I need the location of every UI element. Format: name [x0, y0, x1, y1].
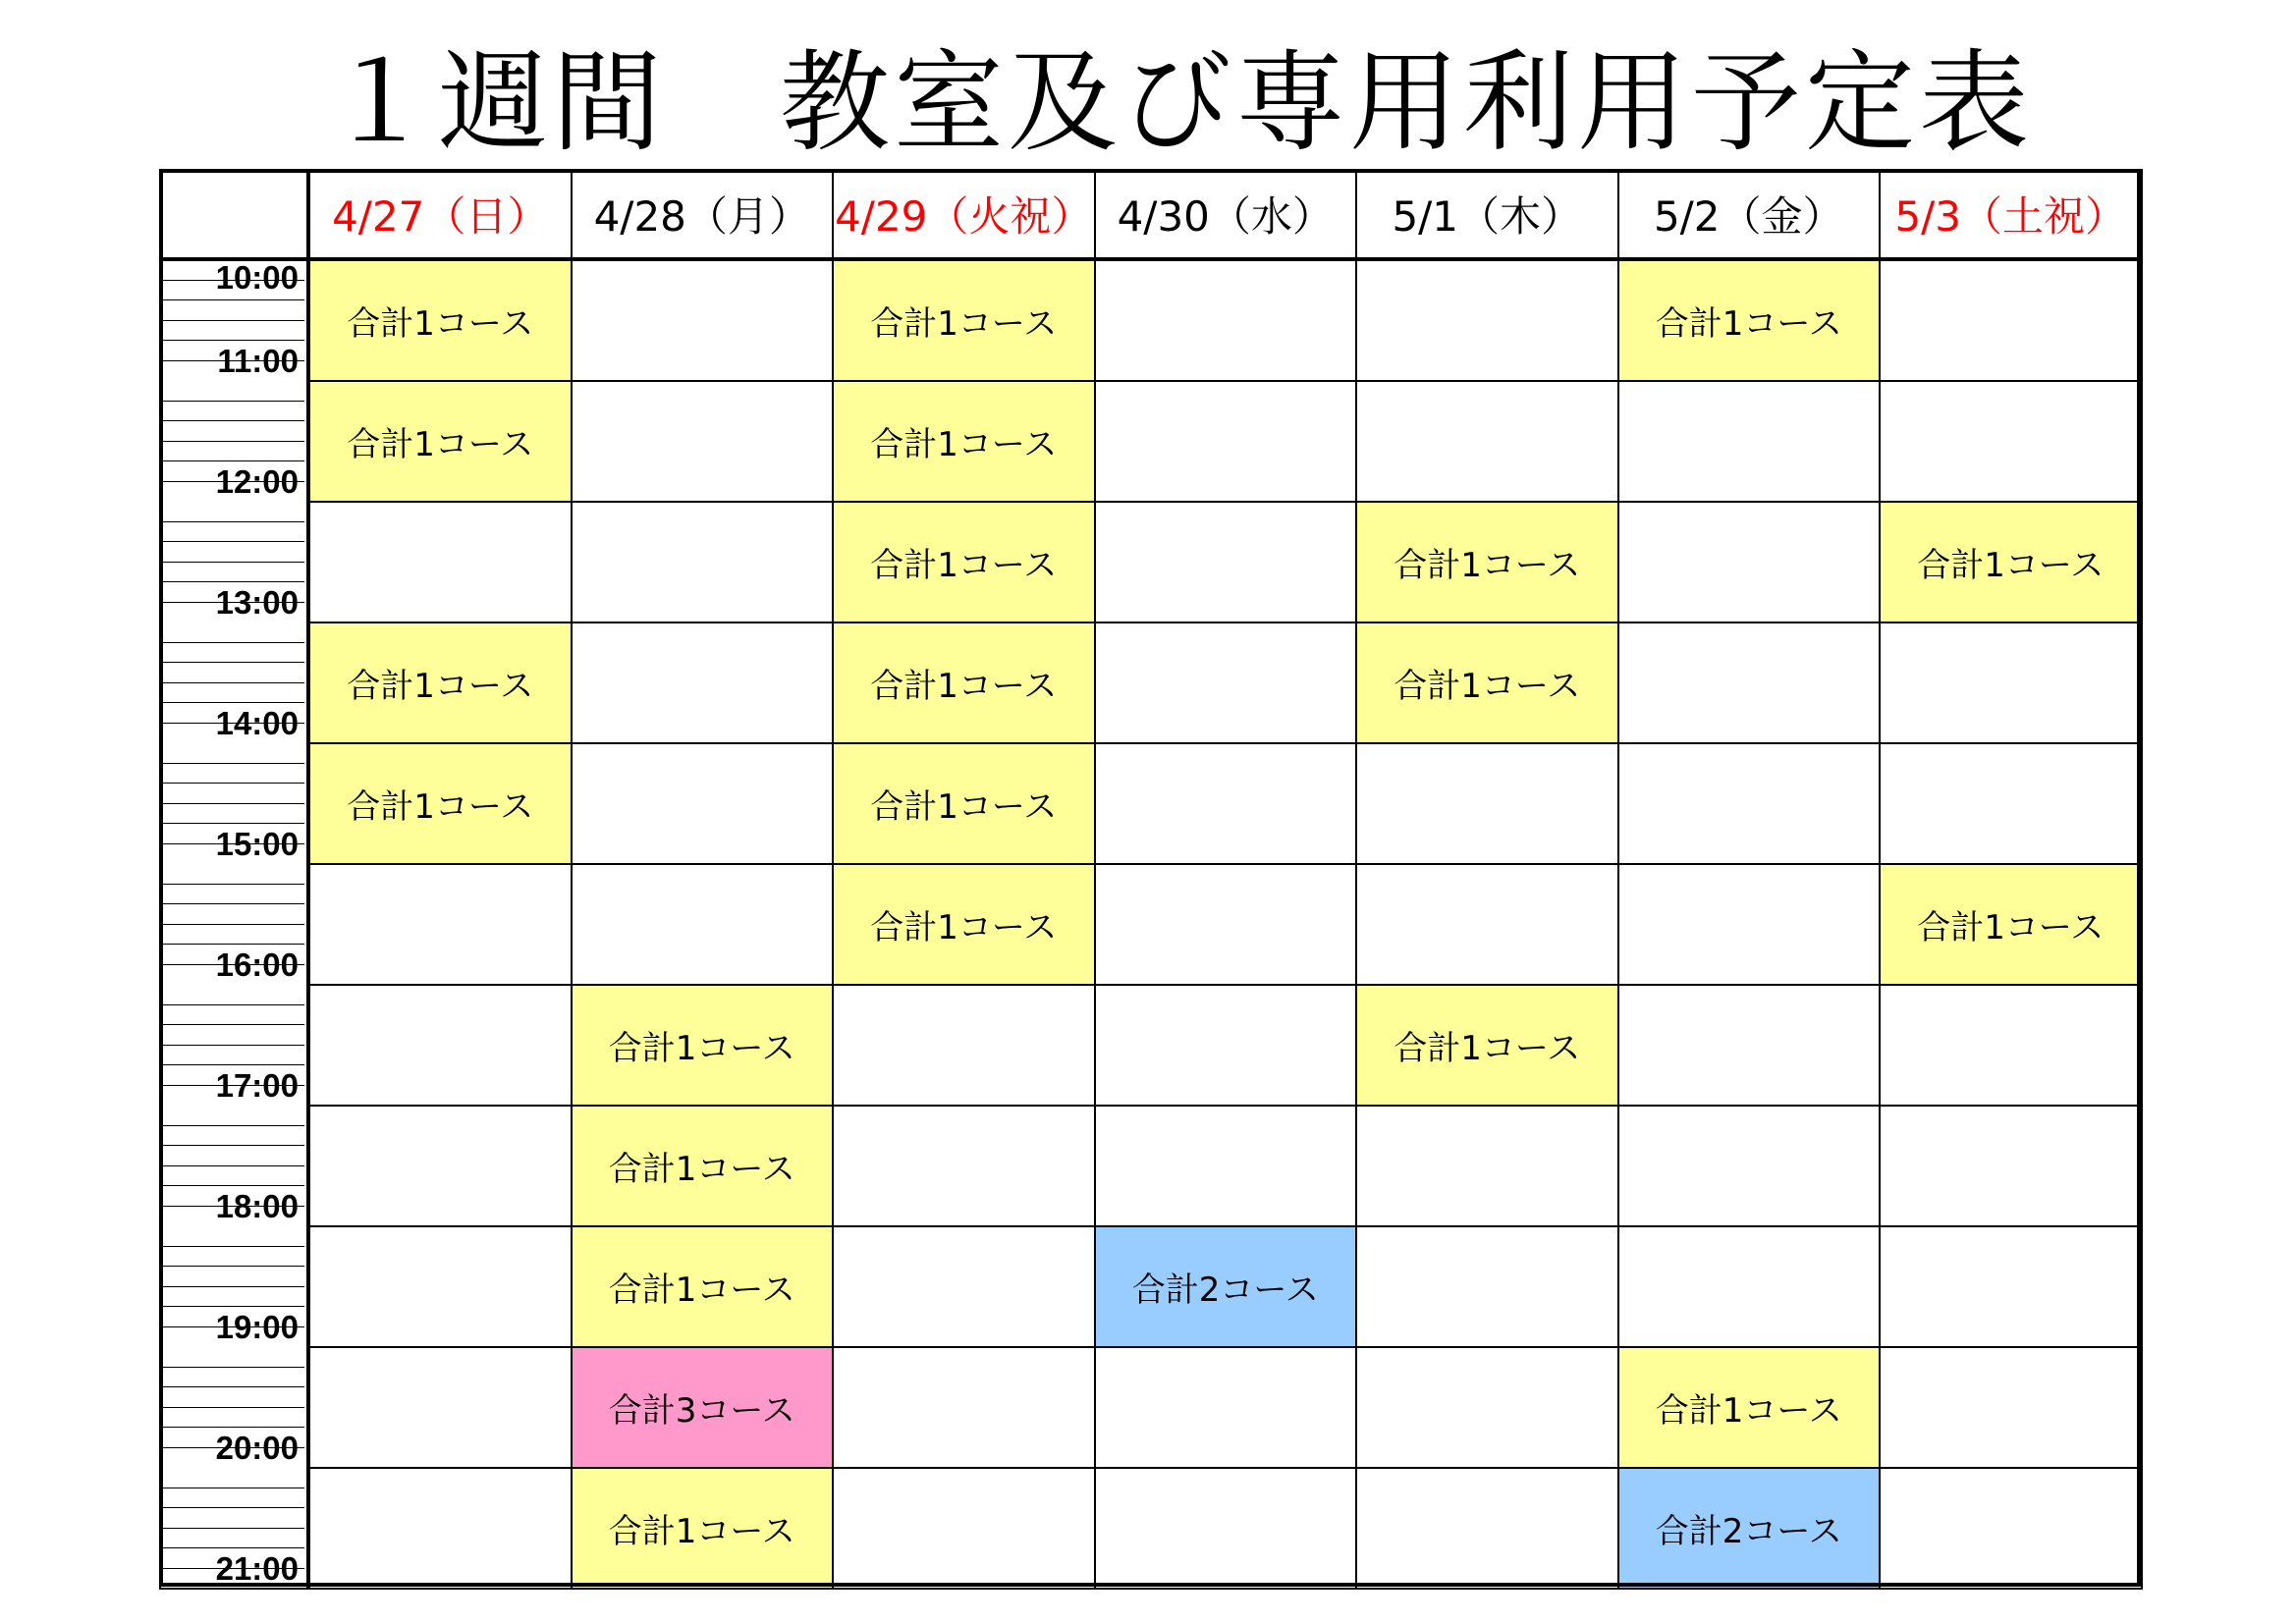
empty-cell: [1879, 1105, 2143, 1227]
empty-cell: [1094, 380, 1358, 503]
booking-cell[interactable]: 合計1コース: [1879, 863, 2143, 986]
empty-cell: [571, 259, 835, 382]
empty-cell: [1094, 1467, 1358, 1590]
booking-cell[interactable]: 合計1コース: [1355, 501, 1619, 623]
empty-cell: [832, 984, 1096, 1107]
time-tick: [159, 1367, 304, 1368]
booking-cell[interactable]: 合計1コース: [1617, 1346, 1882, 1469]
booking-cell[interactable]: 合計1コース: [571, 1225, 835, 1348]
empty-cell: [1879, 1467, 2143, 1590]
time-tick: [159, 562, 304, 563]
time-tick: [159, 884, 304, 885]
booking-cell[interactable]: 合計2コース: [1617, 1467, 1882, 1590]
empty-cell: [832, 1346, 1096, 1469]
time-label: 13:00: [215, 584, 299, 621]
booking-cell[interactable]: 合計1コース: [832, 742, 1096, 865]
booking-cell[interactable]: 合計2コース: [1094, 1225, 1358, 1348]
empty-cell: [1617, 501, 1882, 623]
time-tick: [159, 1185, 304, 1186]
day-header: 4/30（水）: [1094, 169, 1358, 259]
day-header: 4/28（月）: [571, 169, 835, 259]
time-tick: [159, 662, 304, 663]
time-tick: [159, 1407, 304, 1408]
empty-cell: [1617, 380, 1882, 503]
time-tick: [159, 1125, 304, 1126]
booking-cell[interactable]: 合計1コース: [832, 259, 1096, 382]
schedule-table: [159, 169, 2141, 1587]
booking-cell[interactable]: 合計1コース: [571, 1105, 835, 1227]
time-tick: [159, 521, 304, 522]
booking-cell[interactable]: 合計1コース: [1879, 501, 2143, 623]
day-header: 4/27（日）: [308, 169, 573, 259]
empty-cell: [1879, 742, 2143, 865]
booking-cell[interactable]: 合計1コース: [571, 984, 835, 1107]
empty-cell: [571, 863, 835, 986]
booking-cell[interactable]: 合計1コース: [832, 863, 1096, 986]
corner-cell: [159, 169, 308, 259]
empty-cell: [308, 1225, 573, 1348]
empty-cell: [1879, 622, 2143, 744]
time-tick: [159, 441, 304, 442]
empty-cell: [1094, 742, 1358, 865]
booking-cell[interactable]: 合計1コース: [832, 380, 1096, 503]
time-tick: [159, 682, 304, 683]
time-label: 21:00: [215, 1550, 299, 1587]
time-label: 14:00: [215, 705, 299, 741]
time-tick: [159, 783, 304, 784]
time-tick: [159, 320, 304, 321]
time-column: [159, 259, 308, 1590]
empty-cell: [1617, 1105, 1882, 1227]
time-label: 15:00: [215, 826, 299, 862]
time-tick: [159, 1427, 304, 1428]
time-tick: [159, 1145, 304, 1146]
time-tick: [159, 642, 304, 643]
day-header: 5/3（土祝）: [1879, 169, 2143, 259]
empty-cell: [1617, 622, 1882, 744]
empty-cell: [1094, 1346, 1358, 1469]
empty-cell: [1094, 259, 1358, 382]
time-tick: [159, 541, 304, 542]
booking-cell[interactable]: 合計1コース: [308, 380, 573, 503]
time-tick: [159, 1246, 304, 1247]
time-tick: [159, 1024, 304, 1025]
time-tick: [159, 823, 304, 824]
empty-cell: [1879, 259, 2143, 382]
empty-cell: [1094, 622, 1358, 744]
empty-cell: [308, 1105, 573, 1227]
time-tick: [159, 1045, 304, 1046]
empty-cell: [571, 501, 835, 623]
empty-cell: [1094, 1105, 1358, 1227]
booking-cell[interactable]: 合計1コース: [1355, 622, 1619, 744]
booking-cell[interactable]: 合計1コース: [308, 622, 573, 744]
empty-cell: [1879, 984, 2143, 1107]
time-label: 19:00: [215, 1309, 299, 1345]
time-tick: [159, 1064, 304, 1065]
empty-cell: [1355, 1346, 1619, 1469]
time-tick: [159, 401, 304, 402]
booking-cell[interactable]: 合計1コース: [1617, 259, 1882, 382]
time-tick: [159, 763, 304, 764]
time-label: 17:00: [215, 1067, 299, 1104]
time-label: 12:00: [215, 463, 299, 500]
empty-cell: [832, 1105, 1096, 1227]
empty-cell: [308, 984, 573, 1107]
empty-cell: [1355, 380, 1619, 503]
time-label: 16:00: [215, 947, 299, 983]
booking-cell[interactable]: 合計3コース: [571, 1346, 835, 1469]
time-tick: [159, 460, 304, 461]
time-tick: [159, 903, 304, 904]
booking-cell[interactable]: 合計1コース: [308, 259, 573, 382]
time-label: 18:00: [215, 1188, 299, 1224]
time-tick: [159, 1547, 304, 1548]
empty-cell: [1617, 742, 1882, 865]
time-tick: [159, 1266, 304, 1267]
empty-cell: [1094, 863, 1358, 986]
empty-cell: [1617, 863, 1882, 986]
empty-cell: [1355, 259, 1619, 382]
empty-cell: [1617, 984, 1882, 1107]
time-tick: [159, 1507, 304, 1508]
empty-cell: [1879, 1225, 2143, 1348]
time-tick: [159, 1165, 304, 1166]
empty-cell: [1355, 863, 1619, 986]
booking-cell[interactable]: 合計1コース: [832, 622, 1096, 744]
empty-cell: [571, 380, 835, 503]
booking-cell[interactable]: 合計1コース: [571, 1467, 835, 1590]
booking-cell[interactable]: 合計1コース: [308, 742, 573, 865]
empty-cell: [1094, 501, 1358, 623]
empty-cell: [1355, 1105, 1619, 1227]
empty-cell: [1355, 1225, 1619, 1348]
empty-cell: [308, 501, 573, 623]
booking-cell[interactable]: 合計1コース: [1355, 984, 1619, 1107]
empty-cell: [308, 863, 573, 986]
time-tick: [159, 1004, 304, 1005]
time-tick: [159, 340, 304, 341]
empty-cell: [308, 1346, 573, 1469]
time-tick: [159, 1528, 304, 1529]
time-tick: [159, 803, 304, 804]
time-label: 10:00: [215, 259, 299, 296]
booking-cell[interactable]: 合計1コース: [832, 501, 1096, 623]
empty-cell: [1355, 742, 1619, 865]
day-header: 5/2（金）: [1617, 169, 1882, 259]
empty-cell: [1617, 1225, 1882, 1348]
time-label: 11:00: [217, 343, 299, 379]
empty-cell: [571, 742, 835, 865]
empty-cell: [1355, 1467, 1619, 1590]
time-tick: [159, 581, 304, 582]
empty-cell: [308, 1467, 573, 1590]
time-tick: [159, 924, 304, 925]
page-title: １週間 教室及び専用利用予定表: [324, 39, 2033, 167]
time-tick: [159, 1386, 304, 1387]
day-header: 5/1（木）: [1355, 169, 1619, 259]
time-tick: [159, 1286, 304, 1287]
time-label: 20:00: [215, 1430, 299, 1466]
empty-cell: [1879, 380, 2143, 503]
empty-cell: [832, 1467, 1096, 1590]
time-tick: [159, 420, 304, 421]
empty-cell: [571, 622, 835, 744]
time-tick: [159, 944, 304, 945]
time-tick: [159, 702, 304, 703]
time-tick: [159, 1306, 304, 1307]
empty-cell: [1094, 984, 1358, 1107]
empty-cell: [832, 1225, 1096, 1348]
empty-cell: [1879, 1346, 2143, 1469]
day-header: 4/29（火祝）: [832, 169, 1096, 259]
time-tick: [159, 299, 304, 300]
